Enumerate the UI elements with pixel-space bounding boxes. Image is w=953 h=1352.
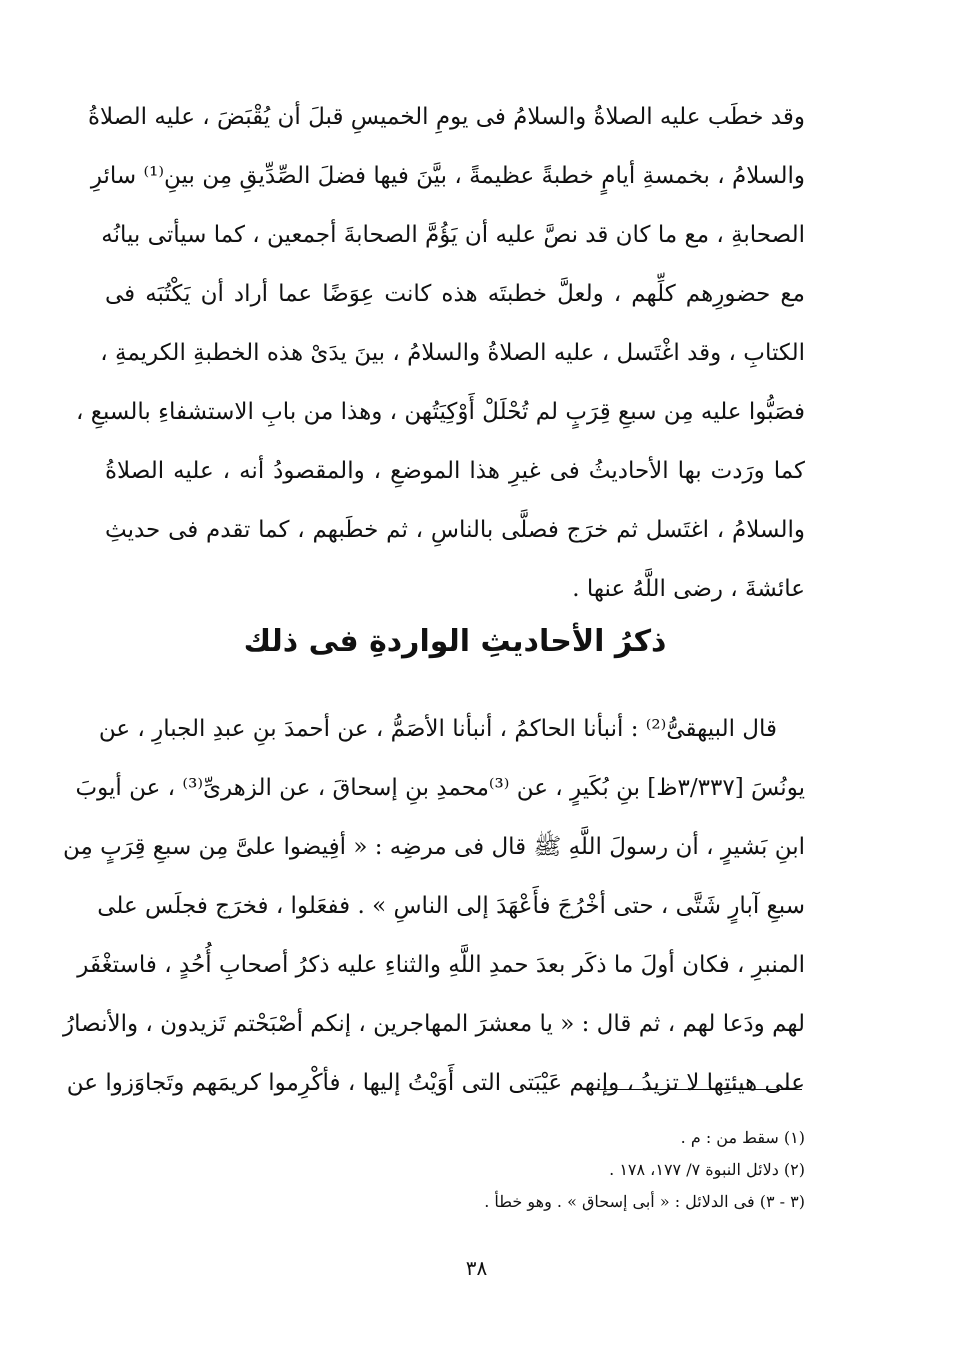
text-line: الكتابِ ، وقد اغْتَسل ، عليه الصلاةُ والسلامُ ، بينَ يدَىْ هذه الخطبةِ الكريمةِ ،: [100, 340, 805, 366]
paragraph-2: [62, 700, 805, 1113]
text-line: والسلامُ ، بخمسةِ أيامٍ خطبةً عظيمةً ، بيَّنَ فيها فضلَ الصِّدِّيقِ مِن بينِ⁽¹⁾ سائرِ: [90, 163, 805, 189]
section-heading: ذكرُ الأحاديثِ الواردةِ فى ذلك: [243, 624, 667, 659]
text-line: على هيئتِها لا تزيدُ ، وإنهم عَيْبَتى التى أَوَيْتُ إليها ، فأكْرِموا كريمَهم وتَجاوَزوا عن: [66, 1070, 805, 1096]
text-line: يونُسَ [٣/٣٣٧ظ] بنِ بُكَيرٍ ، عن ⁽³⁾محمدِ بنِ إسحاقَ ، عن الزهرىِّ⁽³⁾ ، عن أيوبَ: [75, 775, 805, 801]
footnote-divider: [598, 1089, 802, 1090]
text-line: المنبرِ ، فكان أولَ ما ذكَر بعدَ حمدِ اللَّهِ والثناءِ عليه ذكرُ أصحابِ أُحُدٍ ، فاستغْفَر: [77, 952, 805, 978]
text-line: سبعِ آبارٍ شَتَّى ، حتى أخْرُجَ فأَعْهَدَ إلى الناسِ » . ففعَلوا ، فخرَج فجلَس على: [97, 893, 805, 919]
text-line: فصَبُّوا عليه مِن سبعِ قِرَبٍ لم تُحْلَلْ أَوْكِيَتُهن ، وهذا من بابِ الاستشفاءِ بالسبعِ ،: [75, 399, 805, 425]
footnote-1: (١) سقط من : م .: [680, 1128, 805, 1147]
text-line: ابنِ بَشيرٍ ، أن رسولَ اللَّهِ ﷺ قال فى مرضِه : « أفِيضوا علىَّ مِن سبعِ قِرَبٍ مِن: [62, 834, 805, 860]
footnote-2: (٢) دلائل النبوة ٧/ ١٧٧، ١٧٨ .: [609, 1160, 805, 1179]
footnotes: [105, 1122, 805, 1218]
text-line: والسلامُ ، اغتَسل ثم خرَج فصلَّى بالناسِ ، ثم خطَبهم ، كما تقدم فى حديثِ: [105, 517, 805, 543]
text-line: قال البيهقىُّ⁽²⁾ : أنبأنا الحاكمُ ، أنبأنا الأصَمُّ ، عن أحمدَ بنِ عبدِ الجبارِ ، عن: [98, 716, 777, 742]
text-line: لهم ودَعا لهم ، ثم قال : « يا معشرَ المهاجرين ، إنكم أصْبَحْتم تَزيدون ، والأنصارُ: [63, 1011, 805, 1037]
text-line: وقد خطَب عليه الصلاةُ والسلامُ فى يومِ الخميسِ قبلَ أن يُقْبَضَ ، عليه الصلاةُ: [87, 104, 805, 130]
page-number: ٣٨: [465, 1256, 488, 1280]
text-line: كما ورَدت بها الأحاديثُ فى غيرِ هذا الموضعِ ، والمقصودُ أنه ، عليه الصلاةُ: [105, 458, 805, 484]
text-line: الصحابةِ ، مع ما كان قد نصَّ عليه أن يَؤُمَّ الصحابةَ أجمعين ، كما سيأتى بيانُه: [101, 222, 805, 248]
footnote-3: (٣ - ٣) فى الدلائل : « أبى إسحاق » . وهو خطأ .: [484, 1192, 805, 1211]
text-line: عائشةَ ، رضى اللَّهُ عنها .: [572, 576, 805, 602]
paragraph-1: [75, 88, 805, 619]
text-line: مع حضورِهم كلِّهم ، ولعلَّ خطبتَه هذه كانت عِوَضًا عما أراد أن يَكْتُبَه فى: [105, 281, 805, 307]
